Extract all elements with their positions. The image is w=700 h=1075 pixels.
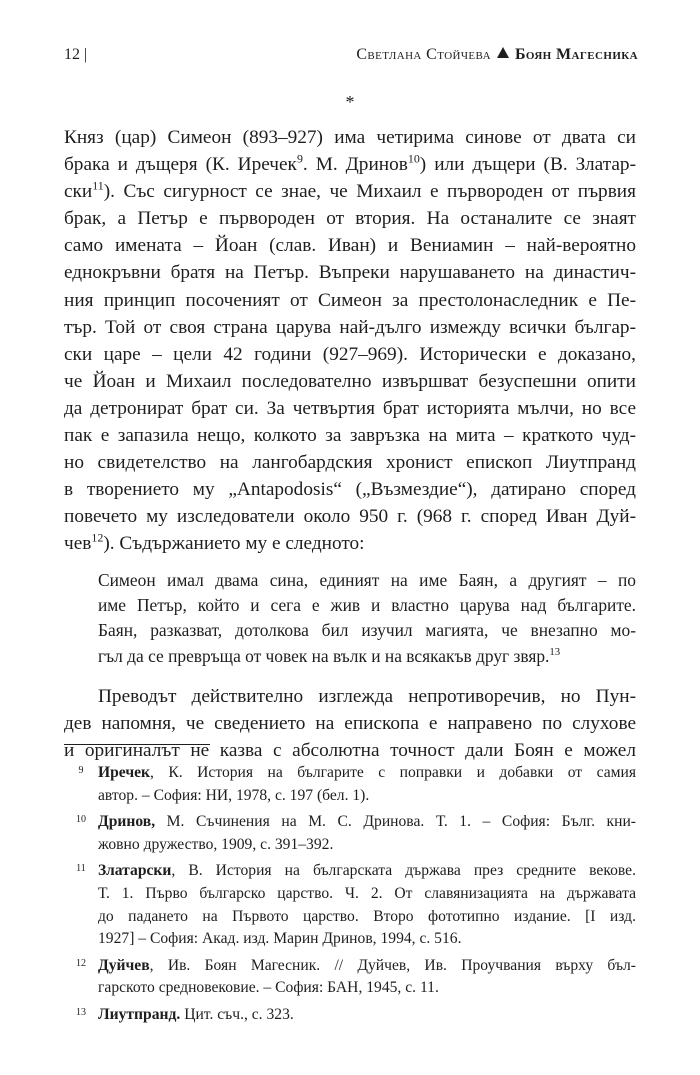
footnote-line: 1927] – София: Акад. изд. Марин Дринов, 1994, с. 516. bbox=[98, 930, 462, 948]
text-line: ски$^{11}$). Със сигурност се знае, че Михаил е първороден от първия bbox=[64, 178, 636, 203]
quote-line: гъл да се превръща от човек на вълк и на всякакъв друг звяр.$^{13}$ bbox=[98, 645, 561, 666]
running-head bbox=[64, 46, 638, 70]
text-line: чев$^{12}$). Съдържанието му е следното: bbox=[64, 530, 365, 555]
footnote bbox=[64, 762, 636, 807]
footnote-number: 9 bbox=[78, 765, 84, 776]
header-author: Светлана Стойчева bbox=[356, 46, 491, 63]
text-line: дев напомня, че сведението на епископа е направено по слухове bbox=[64, 713, 636, 735]
footnote-divider bbox=[64, 744, 210, 745]
quote-line: Баян, разказват, дотолкова бил изучил магията, че внезапно мо- bbox=[98, 620, 636, 641]
text-line: и оригиналът не казва с абсолютна точност дали Боян е можел bbox=[64, 740, 636, 762]
footnote bbox=[64, 1004, 636, 1027]
text-line: че Йоан и Михаил последователно извършват безуспешни опити bbox=[64, 370, 636, 392]
footnote-author: Лиутпранд. bbox=[98, 1005, 181, 1023]
block-quote bbox=[98, 568, 636, 670]
text-line: Княз (цар) Симеон (893–927) има четирима синове от двата си bbox=[64, 127, 636, 148]
quote-line: име Петър, който и сега е жив и властно царува над българите. bbox=[98, 594, 636, 615]
section-asterism: * bbox=[345, 92, 355, 112]
text-line: брака и дъщеря (К. Иречек$^9$. М. Дринов$^{10}$) или дъщери (В. Златар- bbox=[64, 151, 636, 176]
footnote-number: 12 bbox=[76, 957, 86, 969]
paragraph bbox=[64, 124, 636, 558]
footnote-ref[interactable]: 11 bbox=[92, 178, 104, 193]
text-line: Преводът действително изглежда непротиворечив, но Пун- bbox=[98, 686, 636, 708]
footnote-number: 11 bbox=[76, 863, 86, 875]
text-line: повечето му изследователи около 950 г. (968 г. според Иван Дуй- bbox=[64, 506, 636, 528]
footnote-line: Иречек, К. История на българите с поправки и добавки от самия bbox=[98, 764, 636, 781]
text-line: само имената – Йоан (слав. Иван) и Вениамин – най-вероятно bbox=[64, 235, 636, 257]
footnote bbox=[64, 955, 636, 1000]
running-head-right bbox=[356, 46, 638, 64]
text-line: ния принцип посоченият от Симеон за престолонаследник е Пе- bbox=[64, 289, 636, 311]
footnote-number: 13 bbox=[76, 1006, 86, 1018]
footnote-author: Златарски bbox=[98, 862, 172, 880]
footnote-author: Дуйчев bbox=[98, 956, 150, 974]
footnote-author: Иречек bbox=[98, 764, 151, 781]
footnote-ref[interactable]: 13 bbox=[549, 645, 561, 658]
footnote-line: Дуйчев, Ив. Боян Магесник. // Дуйчев, Ив. Проучвания върху бъл- bbox=[98, 956, 636, 974]
footnote-ref[interactable]: 9 bbox=[296, 151, 303, 166]
text-line: тър. Той от своя страна царува най-дълго измежду всички българ- bbox=[64, 316, 636, 338]
footnote-line: Т. 1. Първо българско царство. Ч. 2. От славянизацията на държавата bbox=[98, 884, 636, 902]
footnote-line: жовно дружество, 1909, с. 391–392. bbox=[98, 835, 334, 853]
page-number: 12 | bbox=[64, 46, 88, 63]
text-line: в творението му „Antapodosis“ („Възмездие“), датирано според bbox=[64, 479, 636, 501]
footnote-line: автор. – София: НИ, 1978, с. 197 (бел. 1). bbox=[98, 786, 370, 804]
footnote bbox=[64, 811, 636, 856]
quote-line: Симеон имал двама сина, единият на име Баян, а другият – по bbox=[98, 569, 636, 590]
main-text bbox=[64, 124, 636, 764]
text-line: пак е запазила нещо, колкото за завръзка на мита – краткото чуд- bbox=[64, 425, 636, 447]
text-line: еднокръвни братя на Петър. Въпреки нарушаването на династич- bbox=[64, 262, 636, 284]
triangle-ornament-icon bbox=[497, 47, 509, 58]
text-line: брак, а Петър е първороден от втория. На останалите се знаят bbox=[64, 208, 636, 230]
footnote-line: Златарски, В. История на българската държава през средните векове. bbox=[98, 862, 636, 880]
footnotes bbox=[64, 762, 636, 1031]
paragraph bbox=[64, 683, 636, 764]
footnote-ref[interactable]: 12 bbox=[91, 530, 104, 545]
footnote-line: гарското средновековие. – София: БАН, 1945, с. 11. bbox=[98, 979, 439, 997]
header-book-title: Боян Магесника bbox=[514, 46, 638, 63]
footnote-line: до падането на Първото царство. Второ фототипно издание. [I изд. bbox=[98, 907, 636, 925]
text-line: ски царе – цели 42 години (927–969). Исторически е доказано, bbox=[64, 343, 636, 365]
text-line: да детронират брат си. За четвъртия брат историята мълчи, но все bbox=[64, 397, 636, 419]
footnote-ref[interactable]: 10 bbox=[407, 151, 420, 166]
footnote-line: Лиутпранд. Цит. съч., с. 323. bbox=[98, 1005, 294, 1023]
text-line: но свидетелство на лангобардския хронист епископ Лиутпранд bbox=[64, 452, 636, 474]
footnote-line: Дринов, М. Съчинения на М. С. Дринова. Т. 1. – София: Бълг. кни- bbox=[98, 813, 636, 831]
footnote-author: Дринов, bbox=[98, 813, 156, 831]
footnote bbox=[64, 860, 636, 950]
footnote-number: 10 bbox=[76, 814, 86, 826]
